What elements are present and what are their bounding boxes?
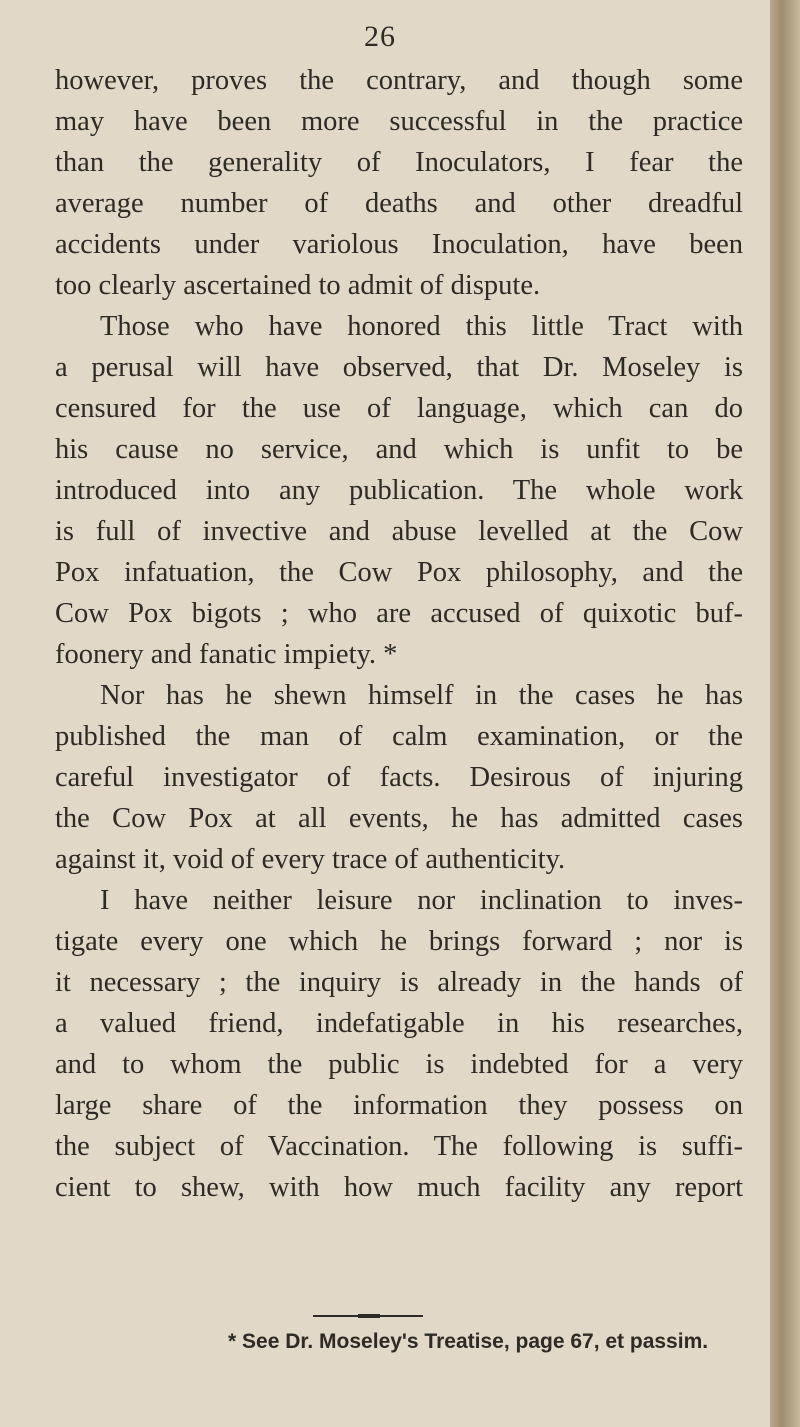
text-line: and to whom the public is indebted for a very — [55, 1049, 743, 1080]
text-line: Pox infatuation, the Cow Pox philosophy, and the — [55, 557, 743, 588]
page-edge-shadow — [770, 0, 800, 1427]
text-line: tigate every one which he brings forward ; nor is — [55, 926, 743, 957]
text-line: Nor has he shewn himself in the cases he has — [100, 680, 743, 711]
text-line: against it, void of every trace of authenticity. — [55, 844, 566, 875]
text-line: however, proves the contrary, and though some — [55, 65, 743, 96]
text-line: foonery and fanatic impiety. * — [55, 639, 398, 670]
text-line: careful investigator of facts. Desirous of injuring — [55, 762, 743, 793]
text-line: it necessary ; the inquiry is already in the hands of — [55, 967, 743, 998]
body-text — [55, 60, 743, 1208]
text-line: cient to shew, with how much facility any report — [55, 1172, 743, 1203]
text-line: Cow Pox bigots ; who are accused of quixotic buf- — [55, 598, 743, 629]
text-line: than the generality of Inoculators, I fear the — [55, 147, 743, 178]
text-line: is full of invective and abuse levelled at the Cow — [55, 516, 743, 547]
text-line: large share of the information they possess on — [55, 1090, 743, 1121]
text-line: the subject of Vaccination. The following is suffi- — [55, 1131, 743, 1162]
text-line: average number of deaths and other dreadful — [55, 188, 743, 219]
footnote: * See Dr. Moseley's Treatise, page 67, et passim. — [228, 1330, 709, 1353]
text-line: accidents under variolous Inoculation, have been — [55, 229, 743, 260]
text-line: a perusal will have observed, that Dr. Moseley is — [55, 352, 743, 383]
page-number: 26 — [364, 20, 396, 53]
text-line: too clearly ascertained to admit of dispute. — [55, 270, 541, 301]
footnote-divider — [313, 1315, 423, 1317]
text-line: introduced into any publication. The whole work — [55, 475, 743, 506]
text-line: Those who have honored this little Tract with — [100, 311, 743, 342]
text-line: a valued friend, indefatigable in his researches, — [55, 1008, 743, 1039]
text-line: may have been more successful in the practice — [55, 106, 743, 137]
text-line: censured for the use of language, which can do — [55, 393, 743, 424]
text-line: I have neither leisure nor inclination to inves- — [100, 885, 743, 916]
text-line: published the man of calm examination, or the — [55, 721, 743, 752]
text-line: his cause no service, and which is unfit to be — [55, 434, 743, 465]
text-line: the Cow Pox at all events, he has admitted cases — [55, 803, 743, 834]
